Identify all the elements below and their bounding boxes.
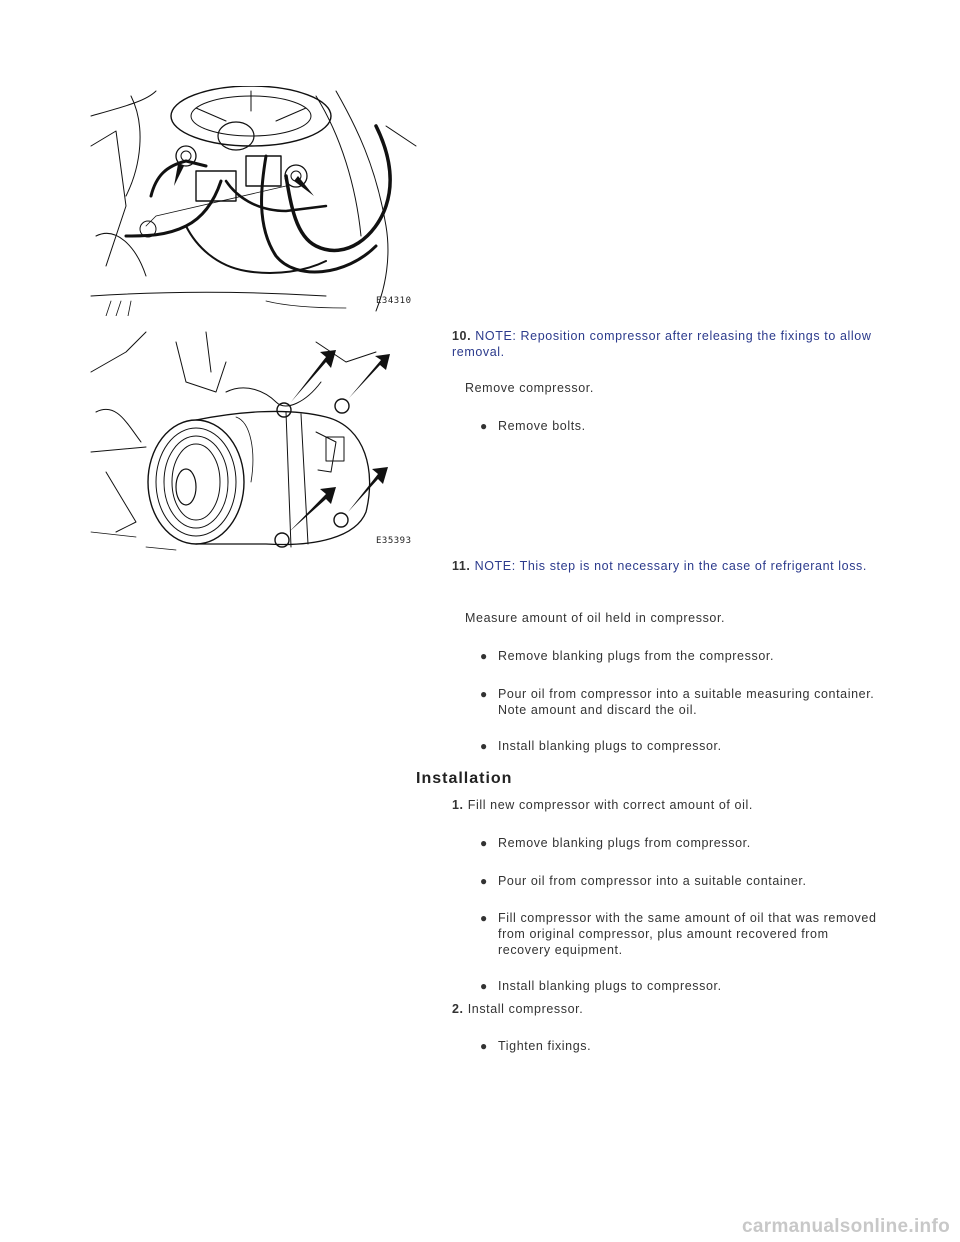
compressor-bolts-illustration <box>86 322 422 552</box>
bullet-icon: ● <box>480 874 488 888</box>
bullet-icon: ● <box>480 836 488 850</box>
step-number: 1. <box>452 798 464 812</box>
figure-label: E34310 <box>376 296 412 306</box>
step-note: NOTE: This step is not necessary in the case of refrigerant loss. <box>474 559 867 573</box>
bullet-icon: ● <box>480 687 488 701</box>
install-step-1 <box>452 797 872 813</box>
step-text: Fill new compressor with correct amount of oil. <box>467 798 753 812</box>
step-number: 11. <box>452 559 471 573</box>
watermark: carmanualsonline.info <box>742 1216 950 1237</box>
step-number: 10. <box>452 329 472 343</box>
bullet-icon: ● <box>480 911 488 925</box>
bullet-icon: ● <box>480 979 488 993</box>
step-action: Remove compressor. <box>465 381 594 395</box>
step-10 <box>452 328 872 360</box>
figure-e34310 <box>86 86 422 316</box>
step-text: Install compressor. <box>467 1002 584 1016</box>
compressor-hose-illustration <box>86 86 422 316</box>
step-note: NOTE: Reposition compressor after releasing the fixings to allow removal. <box>452 329 872 359</box>
figure-e35393 <box>86 322 422 552</box>
figure-label: E35393 <box>376 536 412 546</box>
step-11 <box>452 558 872 574</box>
bullet-icon: ● <box>480 419 488 433</box>
step-number: 2. <box>452 1002 464 1016</box>
step-action: Measure amount of oil held in compressor. <box>465 611 726 625</box>
section-heading: Installation <box>416 770 513 787</box>
install-step-2 <box>452 1001 872 1017</box>
bullet-icon: ● <box>480 1039 488 1053</box>
bullet-icon: ● <box>480 649 488 663</box>
bullet-icon: ● <box>480 739 488 753</box>
